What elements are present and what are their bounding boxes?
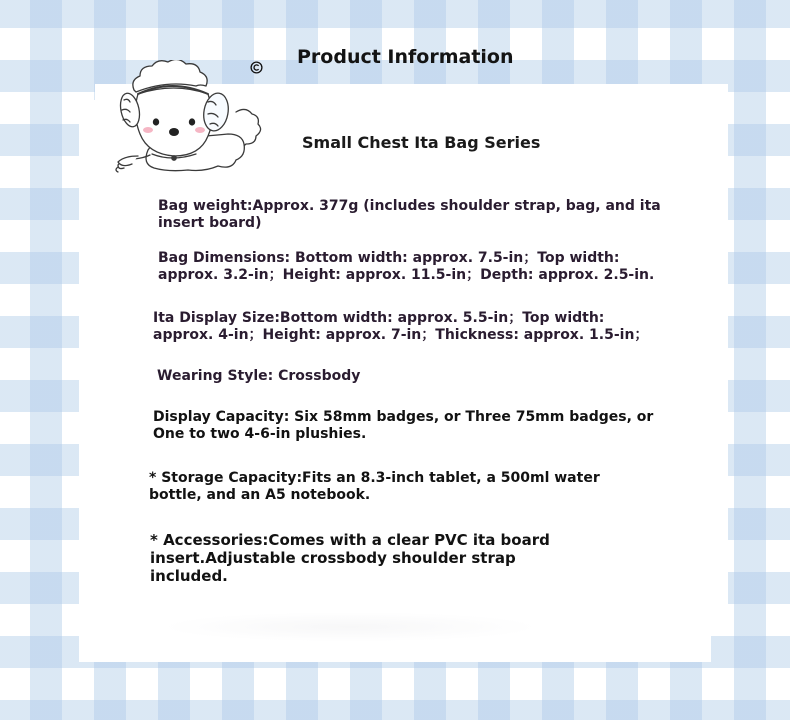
display-capacity-text: Display Capacity: Six 58mm badges, or Three 75mm badges, or One to two 4-6-in plushies. xyxy=(153,409,654,442)
ita-display-size-text: Ita Display Size:Bottom width: approx. 5.5-in；Top width: approx. 4-in；Height: approx. 7-in；Thickness: approx. 1.5-in； xyxy=(153,310,649,343)
page-title: Product Information xyxy=(297,46,514,68)
series-title: Small Chest Ita Bag Series xyxy=(302,133,541,152)
faded-mark xyxy=(160,612,540,642)
storage-capacity-text: * Storage Capacity:Fits an 8.3-inch tablet, a 500ml water bottle, and an A5 notebook. xyxy=(149,470,600,503)
sheep-with-earmuffs-icon xyxy=(108,60,268,180)
card-back-strip-right xyxy=(711,84,728,606)
accessories-text: * Accessories:Comes with a clear PVC ita board insert.Adjustable crossbody shoulder strap included. xyxy=(150,531,550,585)
bag-dimensions-text: Bag Dimensions: Bottom width: approx. 7.5-in；Top width: approx. 3.2-in；Height: approx. 11.5-in；Depth: approx. 2.5-in. xyxy=(158,250,655,283)
bag-weight-text: Bag weight:Approx. 377g (includes shoulder strap, bag, and ita insert board) xyxy=(158,198,661,231)
wearing-style-text: Wearing Style: Crossbody xyxy=(157,368,361,384)
